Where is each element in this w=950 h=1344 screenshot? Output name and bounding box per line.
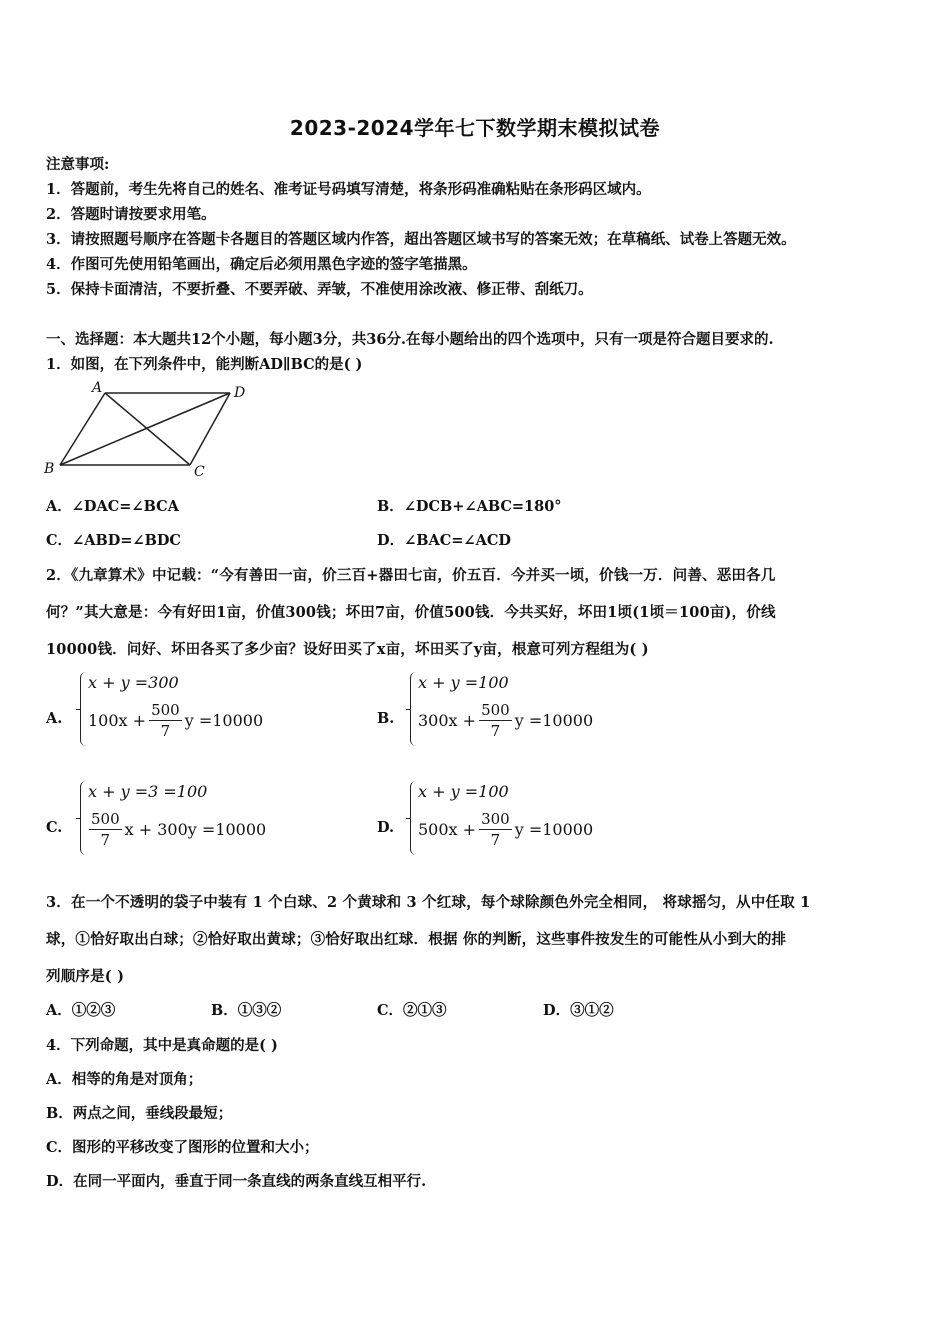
q2-option-a-eq1: x + y =300 (88, 673, 179, 692)
diagonal-bd (60, 393, 230, 465)
q2-line-1: 2．《九章算术》中记载：“今有善田一亩，价三百+器田七亩，价五百．今并买一顷，价钱一万．问善、恶田各几 (46, 567, 776, 584)
page-title: 2023-2024学年七下数学期末模拟试卷 (289, 116, 661, 140)
q3-line-1: 3．在一个不透明的袋子中装有 1 个白球、2 个黄球和 3 个红球，每个球除颜色外完全相同， 将球摇匀，从中任取 1 (46, 894, 811, 911)
label-d: D (234, 385, 246, 401)
q2-option-b-brace (410, 672, 417, 746)
q2-option-a-label[interactable]: A. (46, 710, 63, 727)
q2-option-d-brace (410, 781, 417, 855)
q2-option-b-label[interactable]: B. (377, 710, 395, 727)
q2-option-b-eq1: x + y =100 (418, 673, 509, 692)
q4-option-b[interactable]: B．两点之间，垂线段最短； (46, 1105, 233, 1122)
q3-option-c[interactable]: C．②①③ (377, 1002, 447, 1019)
q4-stem: 4．下列命题，其中是真命题的是( ) (46, 1037, 278, 1054)
section-heading: 一、选择题：本大题共12个小题，每小题3分，共36分.在每小题给出的四个选项中，只有一项是符合题目要求的. (46, 331, 774, 348)
q1-option-c[interactable]: C．∠ABD=∠BDC (46, 532, 181, 549)
notice-item-5: 5．保持卡面清洁，不要折叠、不要弄破、弄皱，不准使用涂改液、修正带、刮纸刀。 (46, 281, 593, 298)
notice-item-2: 2．答题时请按要求用笔。 (46, 206, 216, 223)
label-b: B (44, 461, 55, 477)
q3-option-b[interactable]: B．①③② (211, 1002, 282, 1019)
label-a: A (92, 380, 103, 396)
q2-line-2: 何？”其大意是：今有好田1亩，价值300钱；坏田7亩，价值500钱．今共买好，坏田1顷(1顷＝100亩)，价线 (46, 604, 776, 621)
q2-option-d-eq2: 500x + $\frac{300}{7}$ y =10000 (418, 810, 594, 849)
segment-ab (60, 393, 105, 465)
q2-option-d-label[interactable]: D. (377, 819, 395, 836)
q2-option-b-eq2: 300x + $\frac{500}{7}$ y =10000 (418, 701, 594, 740)
notice-item-3: 3．请按照题号顺序在答题卡各题目的答题区域内作答，超出答题区域书写的答案无效；在草稿纸、试卷上答题无效。 (46, 231, 796, 248)
diagonal-ac (105, 393, 190, 465)
q2-option-c-eq1: x + y =3 =100 (88, 782, 208, 801)
q2-option-a-brace (80, 672, 87, 746)
q4-option-a[interactable]: A．相等的角是对顶角； (46, 1071, 203, 1088)
notice-item-4: 4．作图可先使用铅笔画出，确定后必须用黑色字迹的签字笔描黑。 (46, 256, 477, 273)
q2-option-d-eq1: x + y =100 (418, 782, 509, 801)
q3-line-3: 列顺序是( ) (46, 968, 125, 985)
notice-item-1: 1．答题前，考生先将自己的姓名、准考证号码填写清楚，将条形码准确粘贴在条形码区域内。 (46, 181, 651, 198)
q2-option-a-eq2: 100x + $\frac{500}{7}$ y =10000 (88, 701, 264, 740)
q1-option-a[interactable]: A．∠DAC=∠BCA (46, 498, 179, 515)
q3-option-a[interactable]: A．①②③ (46, 1002, 116, 1019)
q1-option-b[interactable]: B．∠DCB+∠ABC=180° (377, 498, 562, 515)
q4-option-d[interactable]: D．在同一平面内，垂直于同一条直线的两条直线互相平行. (46, 1173, 427, 1190)
q2-option-c-label[interactable]: C. (46, 819, 63, 836)
segment-dc (190, 393, 230, 465)
q1-option-d[interactable]: D．∠BAC=∠ACD (377, 532, 511, 549)
q1-stem: 1．如图，在下列条件中，能判断AD∥BC的是( ) (46, 356, 363, 373)
q3-line-2: 球，①恰好取出白球；②恰好取出黄球；③恰好取出红球．根据 你的判断，这些事件按发生的可能性从小到大的排 (46, 931, 787, 948)
q2-line-3: 10000钱．问好、坏田各买了多少亩？设好田买了x亩，坏田买了y亩，根意可列方程组为( ) (46, 641, 649, 658)
q4-option-c[interactable]: C．图形的平移改变了图形的位置和大小； (46, 1139, 319, 1156)
q3-option-d[interactable]: D．③①② (543, 1002, 614, 1019)
q2-option-c-eq2: $\frac{500}{7}$ x + 300y =10000 (91, 810, 267, 849)
q1-parallelogram-figure (40, 378, 255, 478)
notice-heading: 注意事项: (46, 156, 110, 173)
label-c: C (194, 464, 205, 478)
